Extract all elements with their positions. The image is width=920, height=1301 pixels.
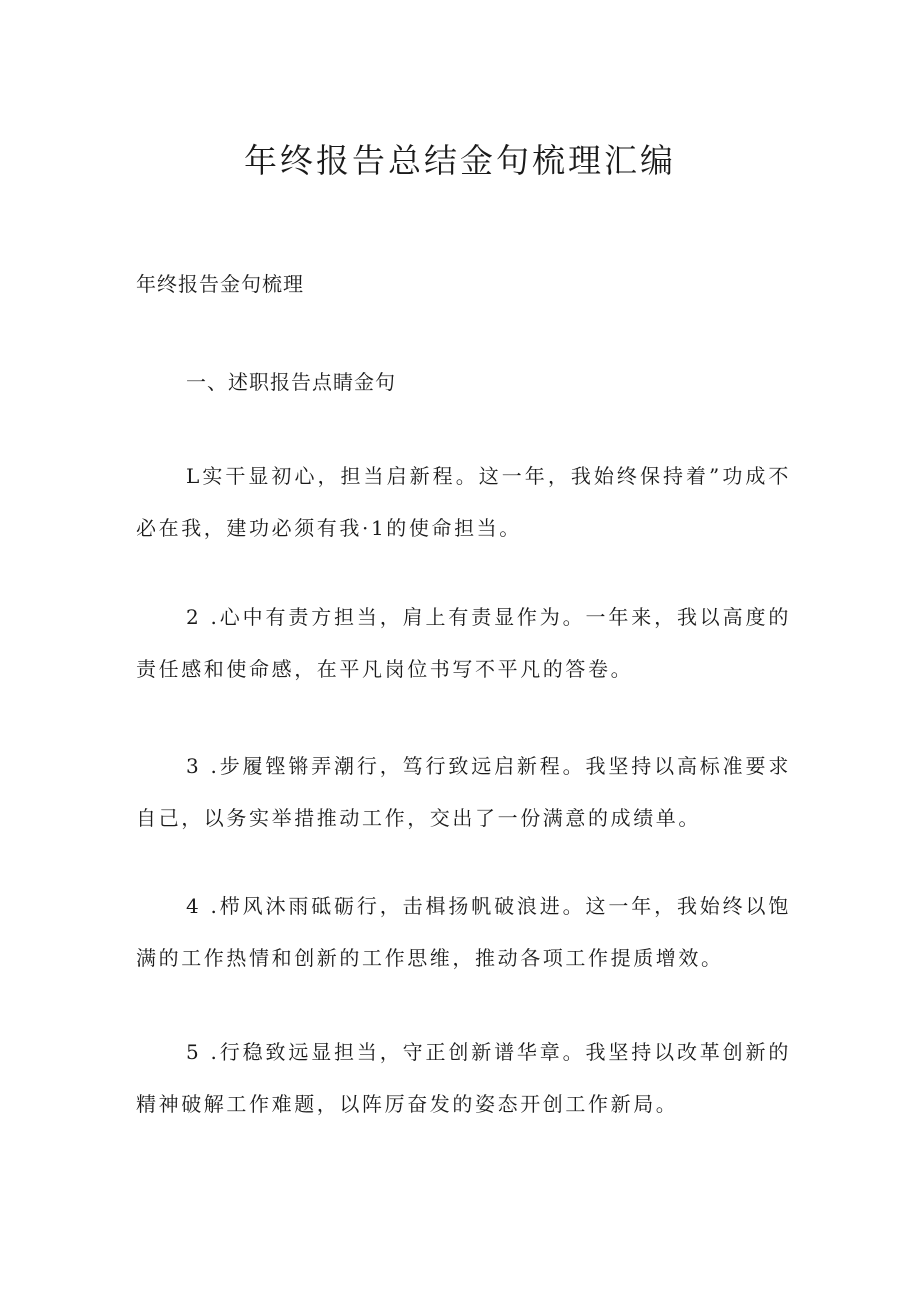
paragraph-3: 3 .步履铿锵弄潮行，笃行致远启新程。我坚持以高标准要求自己，以务实举措推动工作，交出了一份满意的成绩单。 bbox=[136, 754, 791, 830]
document-title: 年终报告总结金句梳理汇编 bbox=[244, 141, 676, 180]
paragraph-1: L实干显初心，担当启新程。这一年，我始终保持着”功成不必在我，建功必须有我·1的使命担当。 bbox=[136, 464, 791, 540]
section-heading: 一、述职报告点睛金句 bbox=[186, 370, 396, 394]
paragraph-2: 2 .心中有责方担当，肩上有责显作为。一年来，我以高度的责任感和使命感，在平凡岗位书写不平凡的答卷。 bbox=[136, 605, 791, 681]
paragraph-5: 5 .行稳致远显担当，守正创新谱华章。我坚持以改革创新的精神破解工作难题，以阵厉奋发的姿态开创工作新局。 bbox=[136, 1040, 791, 1116]
document-subtitle: 年终报告金句梳理 bbox=[136, 272, 304, 296]
paragraph-4: 4 .栉风沐雨砥砺行，击楫扬帆破浪进。这一年，我始终以饱满的工作热情和创新的工作思维，推动各项工作提质增效。 bbox=[136, 894, 791, 970]
